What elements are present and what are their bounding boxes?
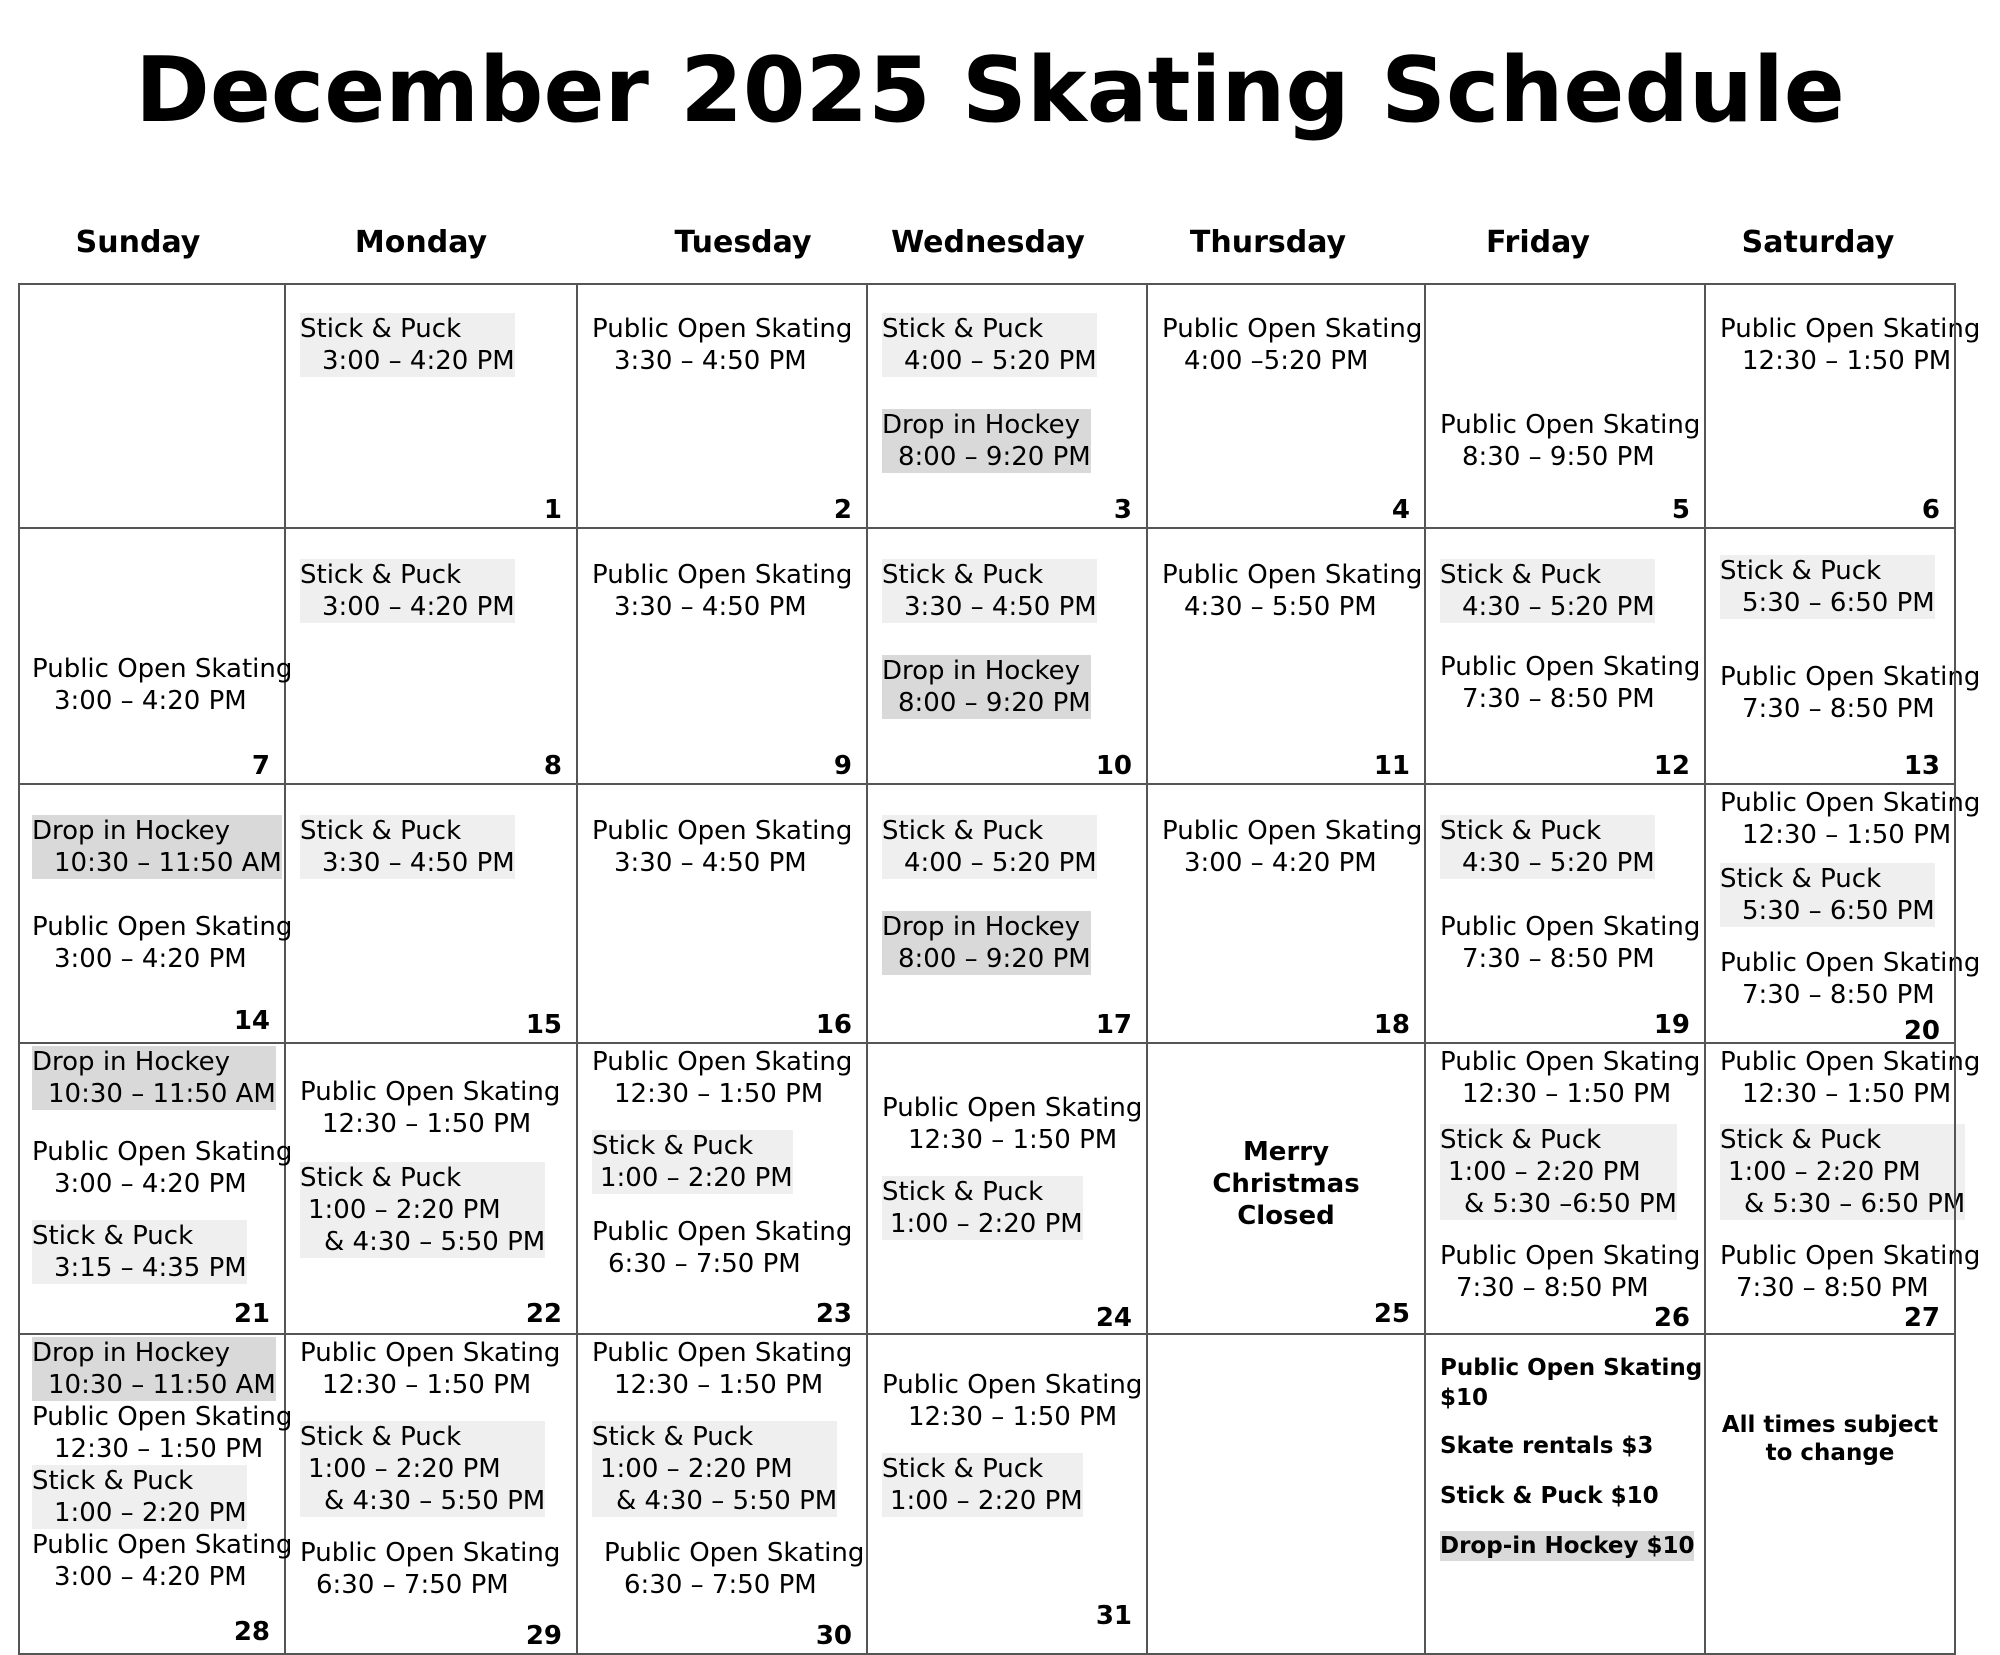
notice-line: All times subject	[1721, 1412, 1939, 1438]
event	[1720, 661, 1980, 725]
event-name: Drop in Hockey	[32, 815, 282, 847]
event-time: 8:00 – 9:20 PM	[882, 441, 1091, 473]
schedule-notice	[1706, 1335, 1956, 1655]
day-cell-21[interactable]	[18, 1044, 293, 1335]
event-name: Stick & Puck	[1440, 815, 1655, 847]
day-cell-5[interactable]	[1426, 283, 1706, 529]
event-name: Public Open Skating	[32, 654, 293, 684]
day-cell-19[interactable]	[1426, 785, 1706, 1044]
event-time-2: & 4:30 – 5:50 PM	[300, 1226, 545, 1258]
day-number: 29	[525, 1621, 562, 1651]
day-cell-empty	[1148, 1335, 1426, 1655]
event-time: 4:30 – 5:50 PM	[1184, 592, 1377, 622]
day-cell-10[interactable]	[868, 529, 1148, 785]
event-name: Public Open Skating	[592, 1047, 853, 1077]
event-time: 3:30 – 4:50 PM	[614, 346, 807, 376]
event-time: 10:30 – 11:50 AM	[32, 1369, 276, 1401]
event	[882, 409, 1091, 473]
event-name: Stick & Puck	[882, 1176, 1083, 1208]
day-cell-8[interactable]	[286, 529, 578, 785]
event-time: 3:00 – 4:20 PM	[300, 591, 515, 623]
event	[592, 815, 852, 879]
day-cell-22[interactable]	[286, 1044, 578, 1335]
day-number: 22	[525, 1299, 562, 1329]
event-time: 12:30 – 1:50 PM	[614, 1370, 824, 1400]
event	[1440, 815, 1655, 879]
event-name: Stick & Puck	[300, 1421, 545, 1453]
day-number: 12	[1653, 751, 1690, 781]
day-cell-18[interactable]	[1148, 785, 1426, 1044]
event-name: Public Open Skating	[592, 314, 853, 344]
day-cell-empty	[18, 283, 286, 529]
event	[300, 1421, 545, 1517]
event-time: 3:00 – 4:20 PM	[54, 1169, 247, 1199]
note-line: Merry	[1242, 1137, 1330, 1167]
event-time: 8:00 – 9:20 PM	[882, 687, 1091, 719]
event-name: Drop in Hockey	[32, 1046, 276, 1078]
event-time-2: & 4:30 – 5:50 PM	[300, 1485, 545, 1517]
event-name: Public Open Skating	[1440, 410, 1701, 440]
day-cell-3[interactable]	[868, 283, 1148, 529]
event-name: Stick & Puck	[882, 815, 1097, 847]
event-time: 1:00 – 2:20 PM	[1720, 1156, 1965, 1188]
event-time-2: & 5:30 –6:50 PM	[1440, 1188, 1677, 1220]
day-number: 20	[1903, 1016, 1940, 1046]
event-time: 12:30 – 1:50 PM	[1462, 1079, 1672, 1109]
event	[882, 815, 1097, 879]
event-name: Public Open Skating	[1720, 1241, 1981, 1271]
event-name: Stick & Puck	[592, 1421, 837, 1453]
price-list	[1426, 1335, 1706, 1655]
event	[32, 1401, 292, 1465]
event	[1162, 313, 1422, 377]
event	[882, 1453, 1083, 1517]
event-time: 4:00 – 5:20 PM	[882, 847, 1097, 879]
event-name: Stick & Puck	[1440, 559, 1655, 591]
event	[1440, 1124, 1677, 1220]
event-time: 12:30 – 1:50 PM	[908, 1402, 1118, 1432]
event-name: Stick & Puck	[1720, 1124, 1965, 1156]
event-name: Stick & Puck	[300, 313, 515, 345]
event	[300, 559, 515, 623]
event-time: 12:30 – 1:50 PM	[908, 1125, 1118, 1155]
day-cell-11[interactable]	[1148, 529, 1426, 785]
event-time: 3:00 – 4:20 PM	[54, 686, 247, 716]
event-name: Public Open Skating	[1720, 948, 1981, 978]
day-cell-20[interactable]	[1706, 785, 1981, 1046]
event-time: 1:00 – 2:20 PM	[1440, 1156, 1677, 1188]
day-cell-16[interactable]	[578, 785, 868, 1044]
event-time: 1:00 – 2:20 PM	[300, 1453, 545, 1485]
day-number: 15	[525, 1010, 562, 1040]
event-name: Stick & Puck	[592, 1130, 793, 1162]
event	[1440, 1240, 1700, 1304]
event-time: 8:00 – 9:20 PM	[882, 943, 1091, 975]
event-time: 3:00 – 4:20 PM	[54, 1562, 247, 1592]
day-number: 24	[1095, 1303, 1132, 1333]
event-name: Public Open Skating	[592, 1338, 853, 1368]
day-cell-1[interactable]	[286, 283, 578, 529]
event-time: 1:00 – 2:20 PM	[882, 1485, 1083, 1517]
event-name: Drop in Hockey	[882, 911, 1091, 943]
notice-line: to change	[1765, 1440, 1895, 1466]
day-cell-26[interactable]	[1426, 1044, 1706, 1335]
event-name: Public Open Skating	[1440, 1241, 1701, 1271]
event-name: Public Open Skating	[1720, 1047, 1981, 1077]
page-title: December 2025 Skating Schedule	[135, 38, 1845, 143]
event-time: 1:00 – 2:20 PM	[592, 1453, 837, 1485]
event-time: 7:30 – 8:50 PM	[1742, 694, 1935, 724]
event-time: 1:00 – 2:20 PM	[32, 1497, 247, 1529]
day-header-tuesday: Tuesday	[674, 225, 812, 260]
event	[1720, 1046, 1980, 1110]
event	[300, 1076, 560, 1140]
day-cell-4[interactable]	[1148, 283, 1426, 529]
price-drop-in-hockey: Drop-in Hockey $10	[1440, 1533, 1695, 1559]
event-time: 4:00 – 5:20 PM	[882, 345, 1097, 377]
day-cell-17[interactable]	[868, 785, 1148, 1044]
event-time: 3:30 – 4:50 PM	[300, 847, 515, 879]
event-time: 12:30 – 1:50 PM	[1742, 820, 1952, 850]
day-header-wednesday: Wednesday	[891, 225, 1085, 260]
event-time: 3:00 – 4:20 PM	[1184, 848, 1377, 878]
event-time: 3:30 – 4:50 PM	[614, 848, 807, 878]
day-number: 27	[1903, 1303, 1940, 1333]
event	[592, 1421, 837, 1517]
event-time: 5:30 – 6:50 PM	[1720, 587, 1935, 619]
day-number: 2	[833, 495, 852, 525]
event-time: 7:30 – 8:50 PM	[1742, 980, 1935, 1010]
event	[592, 1130, 793, 1194]
day-number: 11	[1373, 751, 1410, 781]
event	[592, 1046, 852, 1110]
event-time: 3:15 – 4:35 PM	[32, 1252, 247, 1284]
event-name: Public Open Skating	[32, 1530, 293, 1560]
event	[592, 1337, 852, 1401]
day-header-monday: Monday	[354, 225, 488, 260]
price-skate-rentals: Skate rentals $3	[1440, 1433, 1654, 1459]
event	[1720, 863, 1935, 927]
day-cell-9[interactable]	[578, 529, 868, 785]
event	[882, 1369, 1142, 1433]
event-time: 4:30 – 5:20 PM	[1440, 847, 1655, 879]
event	[604, 1537, 864, 1601]
event	[1720, 1240, 1980, 1304]
day-cell-15[interactable]	[286, 785, 578, 1044]
event	[32, 1136, 292, 1200]
event-time: 12:30 – 1:50 PM	[1742, 1079, 1952, 1109]
event	[592, 313, 852, 377]
day-cell-13[interactable]	[1706, 529, 1981, 785]
event-name: Public Open Skating	[1162, 816, 1423, 846]
event-name: Public Open Skating	[882, 1093, 1143, 1123]
day-number: 25	[1373, 1299, 1410, 1329]
event-name: Public Open Skating	[300, 1538, 561, 1568]
event-name: Stick & Puck	[300, 815, 515, 847]
event-name: Public Open Skating	[1440, 1047, 1701, 1077]
event-time: 8:30 – 9:50 PM	[1462, 442, 1655, 472]
day-number: 10	[1095, 751, 1132, 781]
day-cell-27[interactable]	[1706, 1044, 1981, 1335]
day-number: 1	[543, 495, 562, 525]
note-line: Christmas	[1212, 1169, 1360, 1199]
event-name: Stick & Puck	[300, 1162, 545, 1194]
event-name: Public Open Skating	[1720, 314, 1981, 344]
event-time: 7:30 – 8:50 PM	[1462, 944, 1655, 974]
event-time: 5:30 – 6:50 PM	[1720, 895, 1935, 927]
event-time: 4:30 – 5:20 PM	[1440, 591, 1655, 623]
event	[1162, 559, 1422, 623]
event-name: Drop in Hockey	[882, 409, 1091, 441]
event-name: Public Open Skating	[1440, 652, 1701, 682]
event-name: Stick & Puck	[882, 559, 1097, 591]
day-cell-24[interactable]	[868, 1044, 1148, 1335]
day-number: 7	[251, 751, 270, 781]
day-number: 9	[833, 751, 852, 781]
event	[592, 1216, 852, 1280]
event-time: 12:30 – 1:50 PM	[1742, 346, 1952, 376]
event-time: 3:00 – 4:20 PM	[54, 944, 247, 974]
event-name: Public Open Skating	[592, 560, 853, 590]
day-cell-28[interactable]	[18, 1335, 293, 1655]
event	[300, 1537, 560, 1601]
event-name: Public Open Skating	[32, 912, 293, 942]
event-time: 7:30 – 8:50 PM	[1736, 1273, 1929, 1303]
day-headers	[18, 225, 1956, 285]
day-number: 16	[815, 1010, 852, 1040]
event	[300, 1337, 560, 1401]
event	[32, 653, 292, 717]
event-time: 12:30 – 1:50 PM	[614, 1079, 824, 1109]
event-name: Stick & Puck	[882, 313, 1097, 345]
day-number: 18	[1373, 1010, 1410, 1040]
price-stick-puck: Stick & Puck $10	[1440, 1483, 1659, 1509]
event	[1440, 911, 1700, 975]
event-name: Stick & Puck	[300, 559, 515, 591]
event	[882, 1176, 1083, 1240]
closed-notice	[1148, 1136, 1424, 1232]
event	[1720, 555, 1935, 619]
event-time: 1:00 – 2:20 PM	[300, 1194, 545, 1226]
event	[1440, 1046, 1700, 1110]
event-name: Public Open Skating	[32, 1402, 293, 1432]
day-number: 26	[1653, 1303, 1690, 1333]
event	[300, 1162, 545, 1258]
event-name: Stick & Puck	[32, 1220, 247, 1252]
event	[1720, 787, 1980, 851]
event	[32, 1337, 276, 1401]
calendar-grid	[18, 283, 1981, 1655]
event-name: Stick & Puck	[1440, 1124, 1677, 1156]
event-name: Public Open Skating	[32, 1137, 293, 1167]
event-time: 6:30 – 7:50 PM	[316, 1570, 509, 1600]
event-time: 6:30 – 7:50 PM	[624, 1570, 817, 1600]
day-number: 14	[233, 1006, 270, 1036]
day-number: 30	[815, 1621, 852, 1651]
day-number: 19	[1653, 1010, 1690, 1040]
event	[32, 1529, 292, 1593]
day-number: 23	[815, 1299, 852, 1329]
event-name: Public Open Skating	[1720, 788, 1981, 818]
event	[882, 313, 1097, 377]
event	[882, 559, 1097, 623]
event-time: 10:30 – 11:50 AM	[32, 1078, 276, 1110]
event-name: Drop in Hockey	[32, 1337, 276, 1369]
day-number: 3	[1113, 495, 1132, 525]
event	[32, 1220, 247, 1284]
event-time: 3:30 – 4:50 PM	[882, 591, 1097, 623]
event	[32, 1465, 247, 1529]
event-name: Stick & Puck	[32, 1465, 247, 1497]
event	[882, 1092, 1142, 1156]
day-number: 31	[1095, 1601, 1132, 1631]
note-line: Closed	[1237, 1201, 1335, 1231]
event	[300, 815, 515, 879]
event-time-2: & 4:30 – 5:50 PM	[592, 1485, 837, 1517]
event-name: Public Open Skating	[1162, 314, 1423, 344]
event-name: Public Open Skating	[604, 1538, 865, 1568]
day-cell-30[interactable]	[578, 1335, 868, 1655]
event-time: 4:00 –5:20 PM	[1184, 346, 1369, 376]
day-number: 6	[1921, 495, 1940, 525]
event	[1720, 947, 1980, 1011]
price-public-skating-amount: $10	[1440, 1385, 1489, 1411]
event-name: Stick & Puck	[1720, 555, 1935, 587]
event-name: Public Open Skating	[882, 1370, 1143, 1400]
event-name: Public Open Skating	[1720, 662, 1981, 692]
event-time: 12:30 – 1:50 PM	[322, 1370, 532, 1400]
event	[1440, 651, 1700, 715]
day-cell-31[interactable]	[868, 1335, 1148, 1655]
event	[300, 313, 515, 377]
day-cell-12[interactable]	[1426, 529, 1706, 785]
day-header-saturday: Saturday	[1741, 225, 1895, 260]
day-number: 4	[1391, 495, 1410, 525]
event	[32, 1046, 276, 1110]
day-cell-2[interactable]	[578, 283, 868, 529]
event-name: Public Open Skating	[300, 1077, 561, 1107]
notice-text	[1706, 1411, 1954, 1467]
event-name: Public Open Skating	[1440, 912, 1701, 942]
day-cell-25[interactable]	[1148, 1044, 1426, 1335]
day-cell-14[interactable]	[18, 785, 293, 1044]
event	[882, 911, 1091, 975]
event	[1440, 559, 1655, 623]
event-time: 7:30 – 8:50 PM	[1456, 1273, 1649, 1303]
day-number: 8	[543, 751, 562, 781]
event-name: Stick & Puck	[1720, 863, 1935, 895]
event-time: 1:00 – 2:20 PM	[882, 1208, 1083, 1240]
day-cell-29[interactable]	[286, 1335, 578, 1655]
price-public-skating: Public Open Skating	[1440, 1355, 1703, 1381]
event-name: Drop in Hockey	[882, 655, 1091, 687]
event-time: 3:00 – 4:20 PM	[300, 345, 515, 377]
day-number: 21	[233, 1299, 270, 1329]
day-header-friday: Friday	[1485, 225, 1590, 260]
event	[1720, 1124, 1965, 1220]
day-header-thursday: Thursday	[1189, 225, 1347, 260]
event-time: 6:30 – 7:50 PM	[608, 1249, 801, 1279]
day-header-sunday: Sunday	[75, 225, 201, 260]
event-time: 3:30 – 4:50 PM	[614, 592, 807, 622]
event	[32, 815, 282, 879]
event-time: 7:30 – 8:50 PM	[1462, 684, 1655, 714]
day-number: 28	[233, 1617, 270, 1647]
event-time: 1:00 – 2:20 PM	[592, 1162, 793, 1194]
day-cell-7[interactable]	[18, 529, 293, 785]
event	[882, 655, 1091, 719]
event	[1440, 409, 1700, 473]
event-name: Public Open Skating	[300, 1338, 561, 1368]
event-time: 12:30 – 1:50 PM	[54, 1434, 264, 1464]
event	[1720, 313, 1980, 377]
event	[1162, 815, 1422, 879]
event-time: 10:30 – 11:50 AM	[32, 847, 282, 879]
day-cell-23[interactable]	[578, 1044, 868, 1335]
event-name: Public Open Skating	[1162, 560, 1423, 590]
day-number: 17	[1095, 1010, 1132, 1040]
event-name: Stick & Puck	[882, 1453, 1083, 1485]
event-time-2: & 5:30 – 6:50 PM	[1720, 1188, 1965, 1220]
event	[592, 559, 852, 623]
event-name: Public Open Skating	[592, 816, 853, 846]
day-number: 5	[1671, 495, 1690, 525]
event-time: 12:30 – 1:50 PM	[322, 1109, 532, 1139]
day-cell-6[interactable]	[1706, 283, 1981, 529]
day-number: 13	[1903, 751, 1940, 781]
event	[32, 911, 292, 975]
event-name: Public Open Skating	[592, 1217, 853, 1247]
